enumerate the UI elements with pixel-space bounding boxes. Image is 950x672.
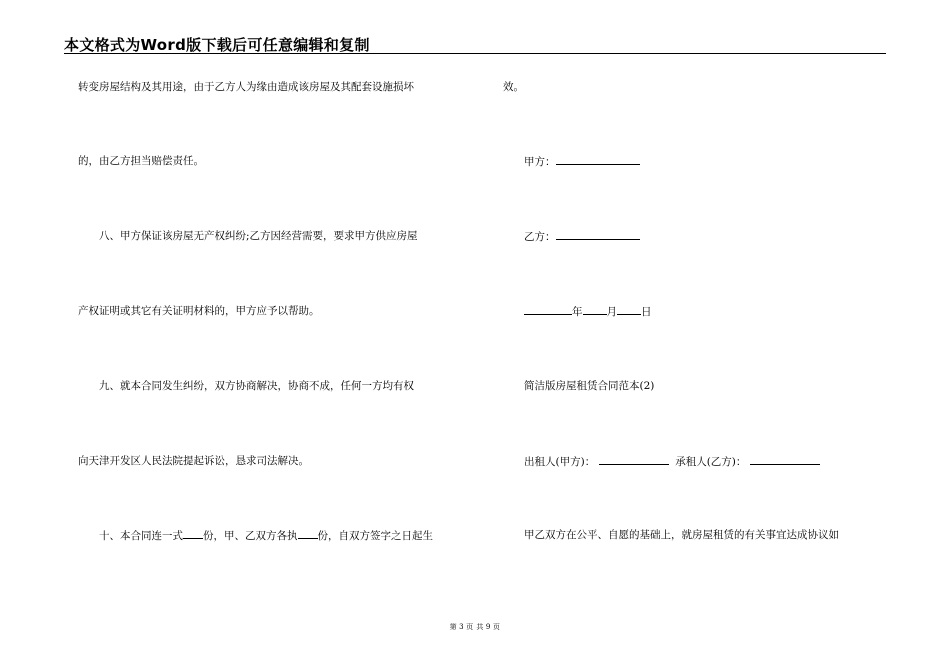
left-line-2: 的，由乙方担当赔偿责任。 (78, 155, 204, 167)
copies-each-blank (298, 528, 318, 539)
party-b-signature-line (524, 229, 640, 244)
page-number (0, 622, 950, 632)
lessor-lessee-line (524, 454, 820, 469)
clause-ten-part-a: 十、本合同连一式 (99, 530, 183, 542)
page-suffix: 页 (492, 623, 501, 631)
copies-total-blank (183, 528, 203, 539)
lessor-blank (599, 454, 669, 465)
party-b-blank (556, 229, 640, 240)
party-a-label: 甲方： (524, 156, 556, 168)
lessee-blank (750, 454, 820, 465)
clause-ten-part-c: 份，自双方签字之日起生 (317, 530, 433, 542)
date-year-label: 年 (572, 306, 583, 318)
party-a-signature-line (524, 154, 640, 169)
date-day-label: 日 (641, 306, 652, 318)
month-blank (583, 304, 607, 315)
left-line-3: 八、甲方保证该房屋无产权纠纷;乙方因经营需要，要求甲方供应房屋 (99, 230, 418, 242)
section-title: 简洁版房屋租赁合同范本(2) (524, 380, 655, 392)
date-month-label: 月 (606, 306, 617, 318)
left-line-4: 产权证明或其它有关证明材料的，甲方应予以帮助。 (78, 305, 320, 317)
party-a-blank (556, 154, 640, 165)
left-line-6: 向天津开发区人民法院提起诉讼，恳求司法解决。 (78, 455, 309, 467)
left-line-5: 九、就本合同发生纠纷，双方协商解决，协商不成，任何一方均有权 (99, 380, 414, 392)
clause-ten-part-b: 份，甲、乙双方各执 (203, 530, 298, 542)
right-line-1: 效。 (503, 81, 524, 93)
document-header-title: 本文格式为Word版下载后可任意编辑和复制 (64, 36, 370, 54)
day-blank (617, 304, 641, 315)
page-total: 9 (485, 623, 491, 631)
page-mid: 页 共 (466, 623, 484, 631)
page-prefix: 第 (449, 623, 458, 631)
agreement-line: 甲乙双方在公平、自愿的基础上，就房屋租赁的有关事宜达成协议如 (524, 529, 839, 541)
lessee-label: 承租人(乙方)： (675, 456, 747, 468)
year-blank (524, 304, 572, 315)
date-line (524, 304, 652, 319)
page-current: 3 (459, 623, 465, 631)
lessor-label: 出租人(甲方)： (524, 456, 596, 468)
left-line-1: 转变房屋结构及其用途，由于乙方人为缘由造成该房屋及其配套设施损坏 (78, 81, 414, 93)
header-divider (64, 53, 886, 54)
left-line-7 (99, 528, 433, 543)
party-b-label: 乙方： (524, 231, 556, 243)
